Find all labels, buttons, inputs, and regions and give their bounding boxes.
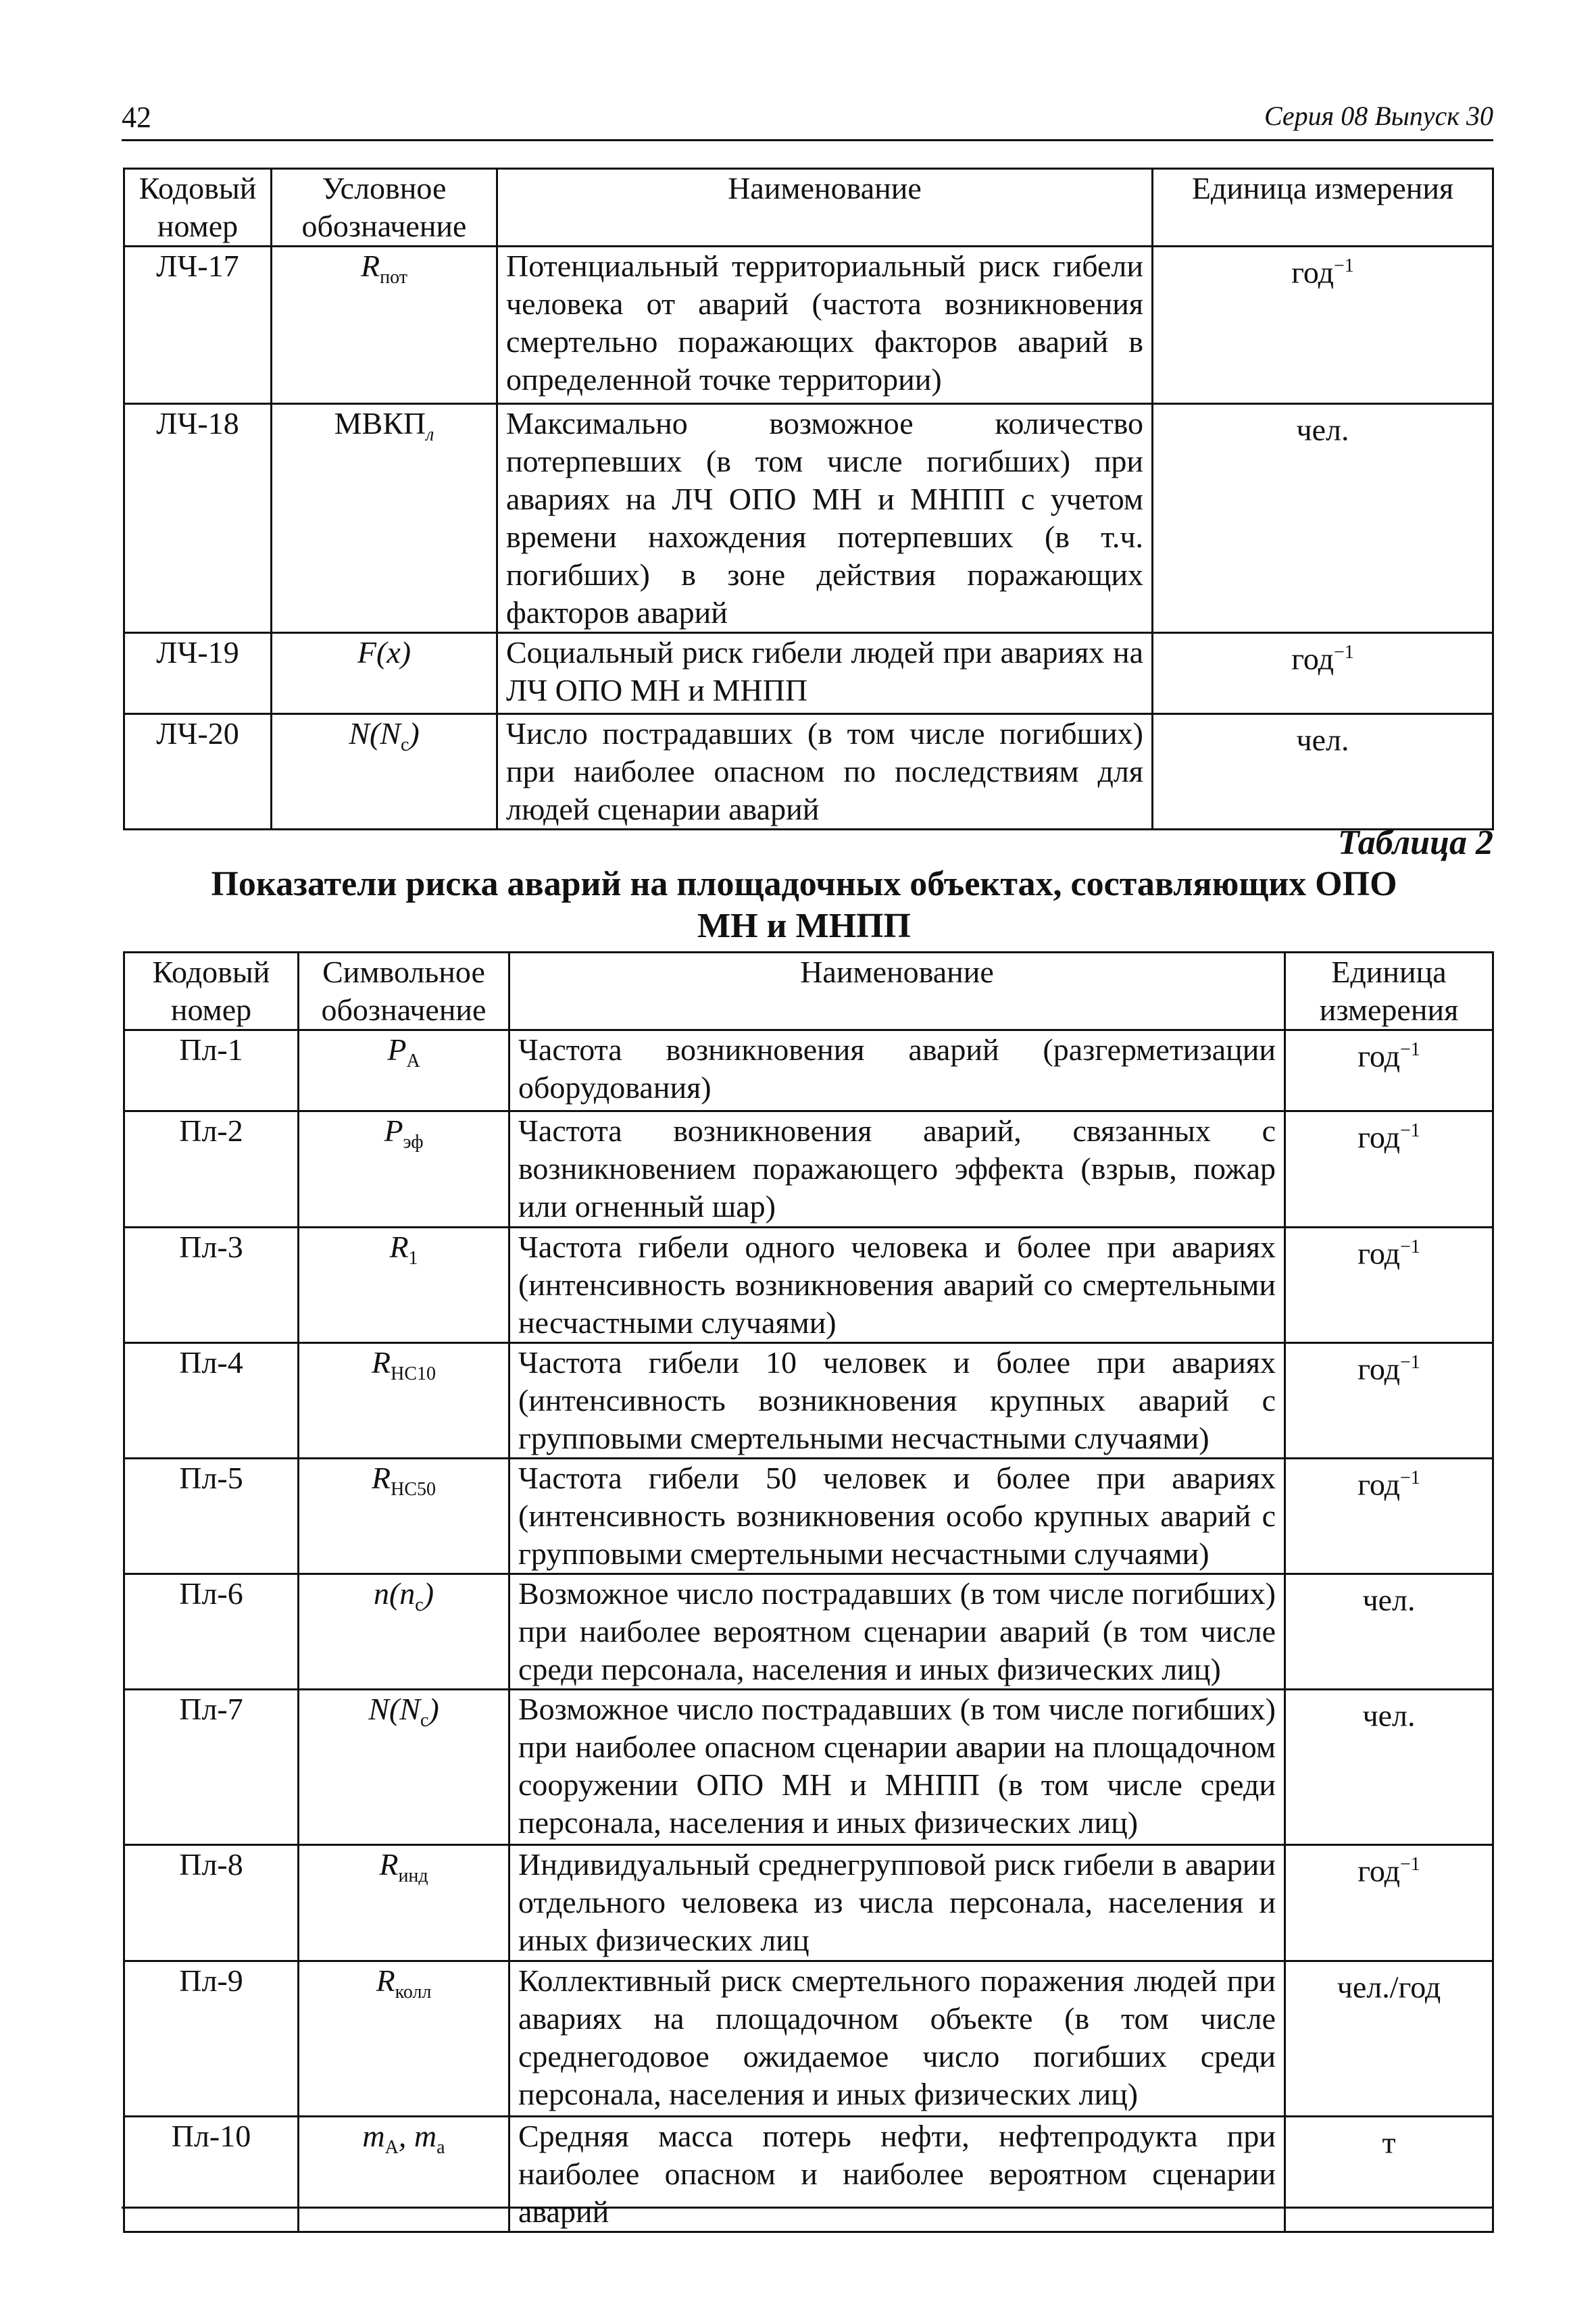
row-symbol: F(x) xyxy=(272,633,497,714)
row-code: Пл-9 xyxy=(124,1961,299,2117)
row-unit: год$^{-1}$ xyxy=(1285,1845,1493,1961)
row-unit: год$^{-1}$ xyxy=(1153,247,1493,404)
page-header xyxy=(122,100,1493,141)
table-row xyxy=(124,1343,1493,1459)
footer-rule xyxy=(122,2207,1493,2209)
row-description: Число пострадавших (в том числе погибших) при наиболее опасном по последствиям для людей сценарии аварий xyxy=(497,714,1153,830)
row-description: Частота возникновения аварий (разгерметизации оборудования) xyxy=(509,1030,1285,1111)
row-code: Пл-1 xyxy=(124,1030,299,1111)
row-description: Социальный риск гибели людей при авариях на ЛЧ ОПО МН и МНПП xyxy=(497,633,1153,714)
table-row xyxy=(124,1574,1493,1690)
row-unit: год$^{-1}$ xyxy=(1285,1030,1493,1111)
row-unit: год$^{-1}$ xyxy=(1285,1459,1493,1574)
row-code: Пл-2 xyxy=(124,1111,299,1228)
header-rule xyxy=(122,139,1493,141)
row-unit: чел./год xyxy=(1285,1961,1493,2117)
row-description: Возможное число пострадавших (в том числе погибших) при наиболее вероятном сценарии аварий (в том числе среди персонала, населения и иных физических лиц) xyxy=(509,1574,1285,1690)
table-row xyxy=(124,714,1493,830)
row-symbol: $R_{НС50}$ xyxy=(299,1459,509,1574)
row-symbol: $N(N_c)$ xyxy=(272,714,497,830)
row-symbol: $R_{инд}$ xyxy=(299,1845,509,1961)
row-code: Пл-5 xyxy=(124,1459,299,1574)
row-unit: год$^{-1}$ xyxy=(1285,1343,1493,1459)
row-symbol: $P_А$ xyxy=(299,1030,509,1111)
row-description: Коллективный риск смертельного поражения людей при авариях на площадочном объекте (в том числе среднегодовое ожидаемое число погибших среди персонала, населения и иных физических лиц) xyxy=(509,1961,1285,2117)
page-number: 42 xyxy=(122,101,151,134)
table-row xyxy=(124,1690,1493,1845)
table-site-objects xyxy=(123,951,1494,2233)
header-symbol: Условное обозначение xyxy=(272,169,497,247)
table-row xyxy=(124,1030,1493,1111)
row-unit: год$^{-1}$ xyxy=(1285,1111,1493,1228)
header-name: Наименование xyxy=(497,169,1153,247)
header-name: Наименование xyxy=(509,953,1285,1030)
row-code: ЛЧ-18 xyxy=(124,404,272,633)
row-description: Частота возникновения аварий, связанных с возникновением поражающего эффекта (взрыв, пожар или огненный шар) xyxy=(509,1111,1285,1228)
row-description: Средняя масса потерь нефти, нефтепродукта при наиболее опасном и наиболее вероятном сценарии аварий xyxy=(509,2117,1285,2232)
row-unit: год$^{-1}$ xyxy=(1285,1228,1493,1343)
row-unit: чел. xyxy=(1153,714,1493,830)
row-code: ЛЧ-19 xyxy=(124,633,272,714)
row-symbol: $N(N_c)$ xyxy=(299,1690,509,1845)
table-row xyxy=(124,1228,1493,1343)
row-code: Пл-7 xyxy=(124,1690,299,1845)
row-code: Пл-3 xyxy=(124,1228,299,1343)
row-code: Пл-6 xyxy=(124,1574,299,1690)
table-header-row xyxy=(124,953,1493,1030)
table-row xyxy=(124,1459,1493,1574)
row-unit: чел. xyxy=(1285,1574,1493,1690)
table-header-row xyxy=(124,169,1493,247)
row-code: Пл-8 xyxy=(124,1845,299,1961)
row-symbol: $R_{НС10}$ xyxy=(299,1343,509,1459)
row-code: ЛЧ-20 xyxy=(124,714,272,830)
row-code: Пл-4 xyxy=(124,1343,299,1459)
row-symbol: $n(n_c)$ xyxy=(299,1574,509,1690)
header-symbol: Символьное обозначение xyxy=(299,953,509,1030)
row-unit: т xyxy=(1285,2117,1493,2232)
series-label: Серия 08 Выпуск 30 xyxy=(1264,101,1493,131)
row-unit: год$^{-1}$ xyxy=(1153,633,1493,714)
header-code: Кодовый номер xyxy=(124,953,299,1030)
row-description: Максимально возможное количество потерпевших (в том числе погибших) при авариях на ЛЧ ОПО МН и МНПП с учетом времени нахождения потерпевших (в т.ч. погибших) в зоне действия поражающих факторов аварий xyxy=(497,404,1153,633)
row-description: Частота гибели 10 человек и более при авариях (интенсивность возникновения крупных аварий с групповыми смертельными несчастными случаями) xyxy=(509,1343,1285,1459)
row-description: Потенциальный территориальный риск гибели человека от аварий (частота возникновения смертельно поражающих факторов аварий в определенной точке территории) xyxy=(497,247,1153,404)
row-symbol: $R_{колл}$ xyxy=(299,1961,509,2117)
table-row xyxy=(124,2117,1493,2232)
row-description: Частота гибели одного человека и более при авариях (интенсивность возникновения аварий со смертельными несчастными случаями) xyxy=(509,1228,1285,1343)
table-row xyxy=(124,247,1493,404)
table-linear-part xyxy=(123,168,1494,830)
row-unit: чел. xyxy=(1153,404,1493,633)
table-row xyxy=(124,1845,1493,1961)
row-symbol: $МВКП_л$ xyxy=(272,404,497,633)
table-row xyxy=(124,633,1493,714)
row-code: ЛЧ-17 xyxy=(124,247,272,404)
table-row xyxy=(124,1111,1493,1228)
table-row xyxy=(124,404,1493,633)
row-description: Индивидуальный среднегрупповой риск гибели в аварии отдельного человека из числа персонала, населения и иных физических лиц xyxy=(509,1845,1285,1961)
table-2-label: Таблица 2 xyxy=(1337,824,1493,862)
row-description: Возможное число пострадавших (в том числе погибших) при наиболее опасном сценарии аварии на площадочном сооружении ОПО МН и МНПП (в том числе среди персонала, населения и иных физических лиц) xyxy=(509,1690,1285,1845)
row-symbol: $R_{пот}$ xyxy=(272,247,497,404)
header-unit: Единица измерения xyxy=(1285,953,1493,1030)
row-description: Частота гибели 50 человек и более при авариях (интенсивность возникновения особо крупных аварий с групповыми смертельными несчастными случаями) xyxy=(509,1459,1285,1574)
row-unit: чел. xyxy=(1285,1690,1493,1845)
table-row xyxy=(124,1961,1493,2117)
row-symbol: $P_{эф}$ xyxy=(299,1111,509,1228)
header-code: Кодовый номер xyxy=(124,169,272,247)
row-symbol: $m_A$, $m_a$ xyxy=(299,2117,509,2232)
row-code: Пл-10 xyxy=(124,2117,299,2232)
table-2-title: Показатели риска аварий на площадочных объектах, составляющих ОПО МН и МНПП xyxy=(211,865,1397,945)
row-symbol: $R_1$ xyxy=(299,1228,509,1343)
header-unit: Единица измерения xyxy=(1153,169,1493,247)
